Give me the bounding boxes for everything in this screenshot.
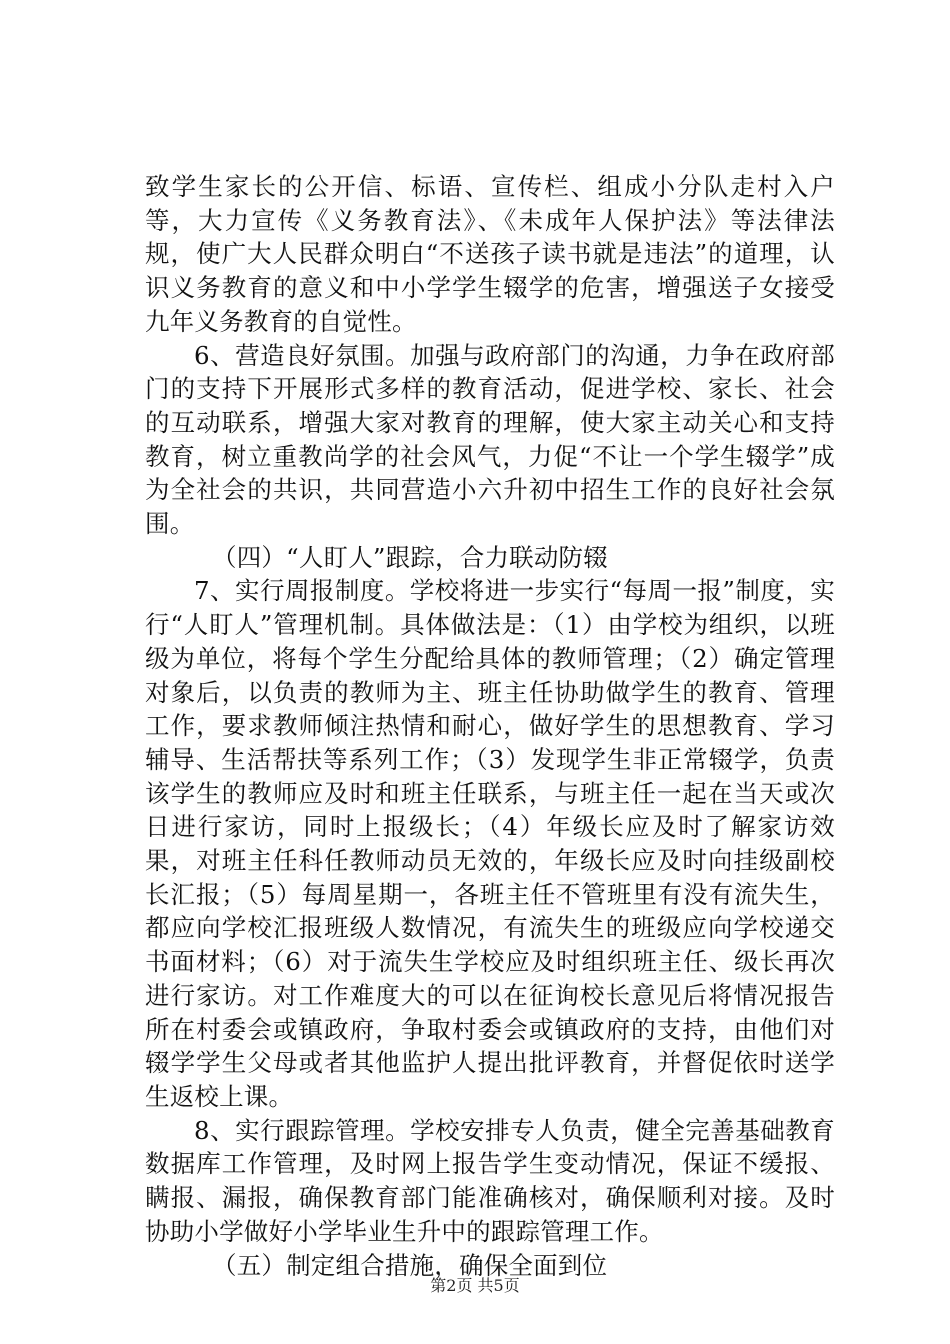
- paragraph-item-6: 6、营造良好氛围。加强与政府部门的沟通，力争在政府部门的支持下开展形式多样的教育活动，促进学校、家长、社会的互动联系，增强大家对教育的理解，使大家主动关心和支持教育，树立重教尚学的社会风气，力促“不让一个学生辍学”成为全社会的共识，共同营造小六升初中招生工作的良好社会氛围。: [145, 340, 835, 539]
- paragraph-continuation: 致学生家长的公开信、标语、宣传栏、组成小分队走村入户等，大力宣传《义务教育法》、《未成年人保护法》等法律法规，使广大人民群众明白“不送孩子读书就是违法”的道理，认识义务教育的意义和中小学学生辍学的危害，增强送子女接受九年义务教育的自觉性。: [145, 172, 835, 336]
- paragraph-item-8: 8、实行跟踪管理。学校安排专人负责，健全完善基础教育数据库工作管理，及时网上报告学生变动情况，保证不缓报、瞒报、漏报，确保教育部门能准确核对，确保顺利对接。及时协助小学做好小学毕业生升中的跟踪管理工作。: [145, 1115, 835, 1246]
- paragraph-item-7: 7、实行周报制度。学校将进一步实行“每周一报”制度，实行“人盯人”管理机制。具体做法是：（1）由学校为组织，以班级为单位，将每个学生分配给具体的教师管理；（2）确定管理对象后，以负责的教师为主、班主任协助做学生的教育、管理工作，要求教师倾注热情和耐心，做好学生的思想教育、学习辅导、生活帮扶等系列工作；（3）发现学生非正常辍学，负责该学生的教师应及时和班主任联系，与班主任一起在当天或次日进行家访，同时上报级长；（4）年级长应及时了解家访效果，对班主任科任教师动员无效的，年级长应及时向挂级副校长汇报；（5）每周星期一，各班主任不管班里有没有流失生，都应向学校汇报班级人数情况，有流失生的班级应向学校递交书面材料；（6）对于流失生学校应及时组织班主任、级长再次进行家访。对工作难度大的可以在征询校长意见后将情况报告所在村委会或镇政府，争取村委会或镇政府的支持，由他们对辍学学生父母或者其他监护人提出批评教育，并督促依时送学生返校上课。: [145, 576, 835, 1111]
- section-heading-5: （五）制定组合措施，确保全面到位: [212, 1250, 608, 1280]
- document-body: [145, 170, 835, 1282]
- section-heading-4: （四）“人盯人”跟踪，合力联动防辍: [212, 542, 608, 572]
- page-footer: [0, 1273, 950, 1296]
- page-number: 第2页 共5页: [430, 1276, 520, 1295]
